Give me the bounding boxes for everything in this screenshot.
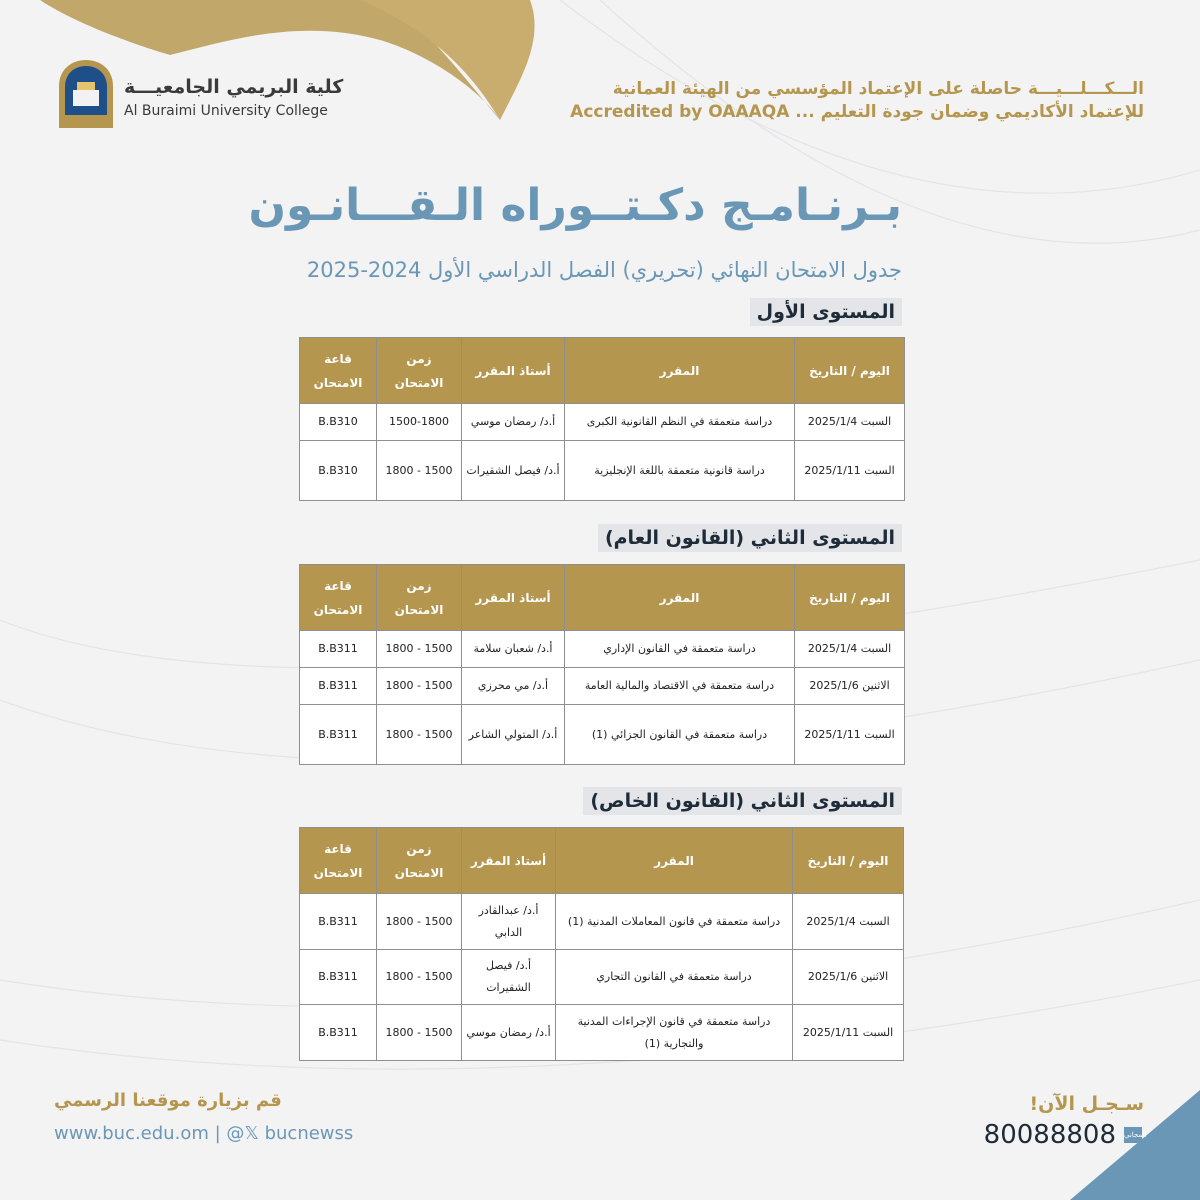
page-subtitle: جدول الامتحان النهائي (تحريري) الفصل الدراسي الأول 2024-2025 — [306, 258, 902, 282]
cell-time: 1500 - 1800 — [377, 631, 462, 668]
cell-date: السبت 2025/1/4 — [795, 404, 905, 441]
page-title: بـرنـامـج دكـتــوراه الـقـــانـون — [248, 180, 902, 231]
table-header-row — [300, 338, 905, 404]
table-row — [300, 441, 905, 501]
cell-course: دراسة قانونية متعمقة باللغة الإنجليزية — [565, 441, 795, 501]
cell-time: 1500 - 1800 — [377, 441, 462, 501]
cell-date: السبت 2025/1/11 — [795, 705, 905, 765]
cell-room: B.B311 — [300, 668, 377, 705]
table-row — [300, 631, 905, 668]
table-row — [300, 705, 905, 765]
table-row — [300, 668, 905, 705]
header-course: المقرر — [565, 338, 795, 404]
cell-course: دراسة متعمقة في القانون الإداري — [565, 631, 795, 668]
college-name-arabic: كلية البريمي الجامعيـــة — [124, 76, 344, 98]
cell-course: دراسة متعمقة في قانون المعاملات المدنية (1) — [556, 894, 793, 950]
header-course: المقرر — [565, 565, 795, 631]
header-course: المقرر — [556, 828, 793, 894]
website-and-social-link[interactable]: www.buc.edu.om | @𝕏 bucnewss — [54, 1123, 354, 1144]
accreditation-note — [570, 78, 1144, 124]
cell-time: 1500 - 1800 — [377, 668, 462, 705]
header-teacher: أستاذ المقرر — [462, 565, 565, 631]
table-header-row — [300, 565, 905, 631]
cell-date: الاثنين 2025/1/6 — [795, 668, 905, 705]
register-now-text: سـجـل الآن! — [1029, 1093, 1144, 1115]
cell-teacher: أ.د/ شعبان سلامة — [462, 631, 565, 668]
cell-course: دراسة متعمقة في النظم القانونية الكبرى — [565, 404, 795, 441]
cell-course: دراسة متعمقة في القانون التجاري — [556, 950, 793, 1005]
table-row — [300, 894, 904, 950]
cell-time: 1500 - 1800 — [377, 705, 462, 765]
header-date: اليوم / التاريخ — [795, 565, 905, 631]
header-teacher: أستاذ المقرر — [462, 828, 556, 894]
cell-date: السبت 2025/1/4 — [793, 894, 904, 950]
header-room: قاعة الامتحان — [300, 565, 377, 631]
cell-time: 1500 - 1800 — [377, 950, 462, 1005]
header-teacher: أستاذ المقرر — [462, 338, 565, 404]
visit-website-text: قم بزيارة موقعنا الرسمي — [54, 1090, 282, 1111]
cell-time: 1500-1800 — [377, 404, 462, 441]
header-room: قاعة الامتحان — [300, 338, 377, 404]
toll-free-phone-icon: المجاني — [1124, 1127, 1142, 1143]
header-room: قاعة الامتحان — [300, 828, 377, 894]
college-name-english: Al Buraimi University College — [124, 103, 328, 119]
level-2-private-heading: المستوى الثاني (القانون الخاص) — [583, 787, 902, 815]
cell-date: السبت 2025/1/11 — [795, 441, 905, 501]
cell-room: B.B310 — [300, 404, 377, 441]
cell-room: B.B311 — [300, 1005, 377, 1061]
cell-teacher: أ.د/ فيصل الشقيرات — [462, 441, 565, 501]
cell-teacher: أ.د/ رمضان موسي — [462, 1005, 556, 1061]
header-time: زمن الامتحان — [377, 565, 462, 631]
cell-teacher: أ.د/ عبدالقادر الدابي — [462, 894, 556, 950]
level-1-table — [299, 337, 905, 501]
cell-course: دراسة متعمقة في قانون الإجراءات المدنية والتجارية (1) — [556, 1005, 793, 1061]
table-row — [300, 950, 904, 1005]
cell-room: B.B311 — [300, 950, 377, 1005]
header-time: زمن الامتحان — [377, 828, 462, 894]
header-date: اليوم / التاريخ — [793, 828, 904, 894]
accreditation-line-2: للإعتماد الأكاديمي وضمان جودة التعليم ... Accredited by OAAAQA — [570, 102, 1144, 122]
cell-room: B.B311 — [300, 705, 377, 765]
cell-date: السبت 2025/1/4 — [795, 631, 905, 668]
table-row — [300, 404, 905, 441]
level-2-private-table — [299, 827, 904, 1061]
table-row — [300, 1005, 904, 1061]
cell-time: 1500 - 1800 — [377, 894, 462, 950]
cell-room: B.B311 — [300, 894, 377, 950]
cell-room: B.B311 — [300, 631, 377, 668]
header-date: اليوم / التاريخ — [795, 338, 905, 404]
cell-course: دراسة متعمقة في الاقتصاد والمالية العامة — [565, 668, 795, 705]
cell-time: 1500 - 1800 — [377, 1005, 462, 1061]
cell-teacher: أ.د/ رمضان موسي — [462, 404, 565, 441]
cell-teacher: أ.د/ المتولي الشاعر — [462, 705, 565, 765]
cell-teacher: أ.د/ مي محرزي — [462, 668, 565, 705]
header-time: زمن الامتحان — [377, 338, 462, 404]
level-2-public-table — [299, 564, 905, 765]
level-1-heading: المستوى الأول — [750, 298, 902, 326]
cell-date: الاثنين 2025/1/6 — [793, 950, 904, 1005]
college-logo — [55, 58, 117, 130]
cell-room: B.B310 — [300, 441, 377, 501]
cell-date: السبت 2025/1/11 — [793, 1005, 904, 1061]
phone-number[interactable]: 80088808 — [983, 1120, 1116, 1150]
cell-course: دراسة متعمقة في القانون الجزائي (1) — [565, 705, 795, 765]
table-header-row — [300, 828, 904, 894]
accreditation-line-1: الـــكـــلـــيـــة حاصلة على الإعتماد المؤسسي من الهيئة العمانية — [612, 79, 1144, 99]
cell-teacher: أ.د/ فيصل الشقيرات — [462, 950, 556, 1005]
level-2-public-heading: المستوى الثاني (القانون العام) — [598, 524, 902, 552]
